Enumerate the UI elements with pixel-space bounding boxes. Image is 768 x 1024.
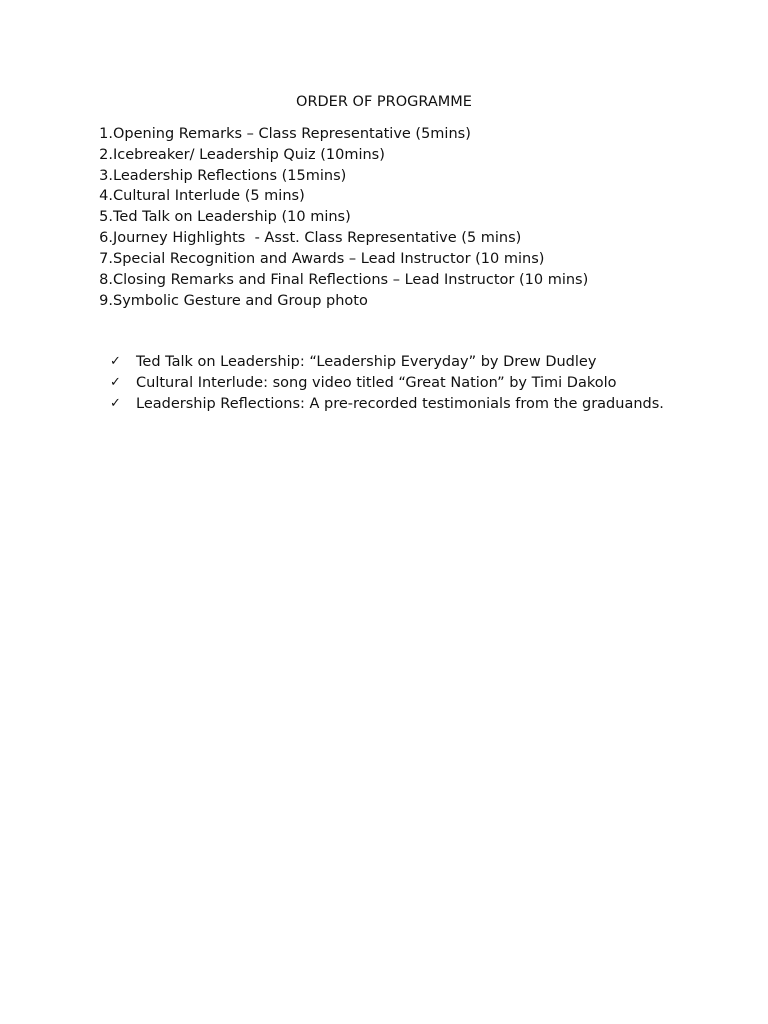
checkmark-icon: ✓ bbox=[110, 374, 121, 390]
list-item bbox=[86, 207, 686, 228]
notes-list bbox=[110, 352, 677, 414]
list-item-number: 6. bbox=[99, 229, 113, 246]
note-item bbox=[110, 352, 677, 373]
list-item-number: 2. bbox=[99, 146, 113, 163]
note-text: Ted Talk on Leadership: “Leadership Everyday” by Drew Dudley bbox=[136, 354, 597, 370]
note-item bbox=[110, 373, 677, 394]
note-text: Cultural Interlude: song video titled “Great Nation” by Timi Dakolo bbox=[136, 374, 617, 391]
list-item-text: Journey Highlights - Asst. Class Representative (5 mins) bbox=[113, 229, 522, 246]
list-item-text: Ted Talk on Leadership (10 mins) bbox=[113, 209, 351, 226]
list-item-number: 3. bbox=[99, 167, 113, 184]
page-title: ORDER OF PROGRAMME bbox=[296, 94, 472, 110]
list-item-text: Cultural Interlude (5 mins) bbox=[113, 188, 305, 205]
list-item-number: 1. bbox=[99, 126, 113, 142]
list-item-number: 4. bbox=[99, 188, 113, 205]
list-item-number: 8. bbox=[99, 271, 113, 288]
list-item-text: Special Recognition and Awards – Lead Instructor (10 mins) bbox=[113, 250, 545, 267]
list-item-text: Leadership Reflections (15mins) bbox=[113, 167, 347, 184]
list-item-text: Symbolic Gesture and Group photo bbox=[113, 293, 368, 310]
list-item-text: Opening Remarks – Class Representative (5mins) bbox=[113, 126, 471, 142]
list-item-text: Icebreaker/ Leadership Quiz (10mins) bbox=[113, 146, 385, 163]
list-item bbox=[86, 124, 686, 145]
list-item-number: 7. bbox=[99, 250, 113, 267]
list-item bbox=[86, 186, 686, 207]
list-item bbox=[86, 166, 686, 187]
list-item bbox=[86, 228, 686, 249]
programme-list bbox=[86, 124, 686, 312]
checkmark-icon: ✓ bbox=[110, 395, 121, 411]
note-item bbox=[110, 394, 677, 415]
list-item-number: 9. bbox=[99, 293, 113, 310]
list-item bbox=[86, 270, 686, 291]
note-text: Leadership Reflections: A pre-recorded testimonials from the graduands. bbox=[136, 395, 664, 412]
list-item bbox=[86, 291, 686, 312]
list-item-number: 5. bbox=[99, 209, 113, 226]
list-item-text: Closing Remarks and Final Reflections – Lead Instructor (10 mins) bbox=[113, 271, 589, 288]
checkmark-icon: ✓ bbox=[110, 354, 121, 369]
list-item bbox=[86, 249, 686, 270]
list-item bbox=[86, 145, 686, 166]
